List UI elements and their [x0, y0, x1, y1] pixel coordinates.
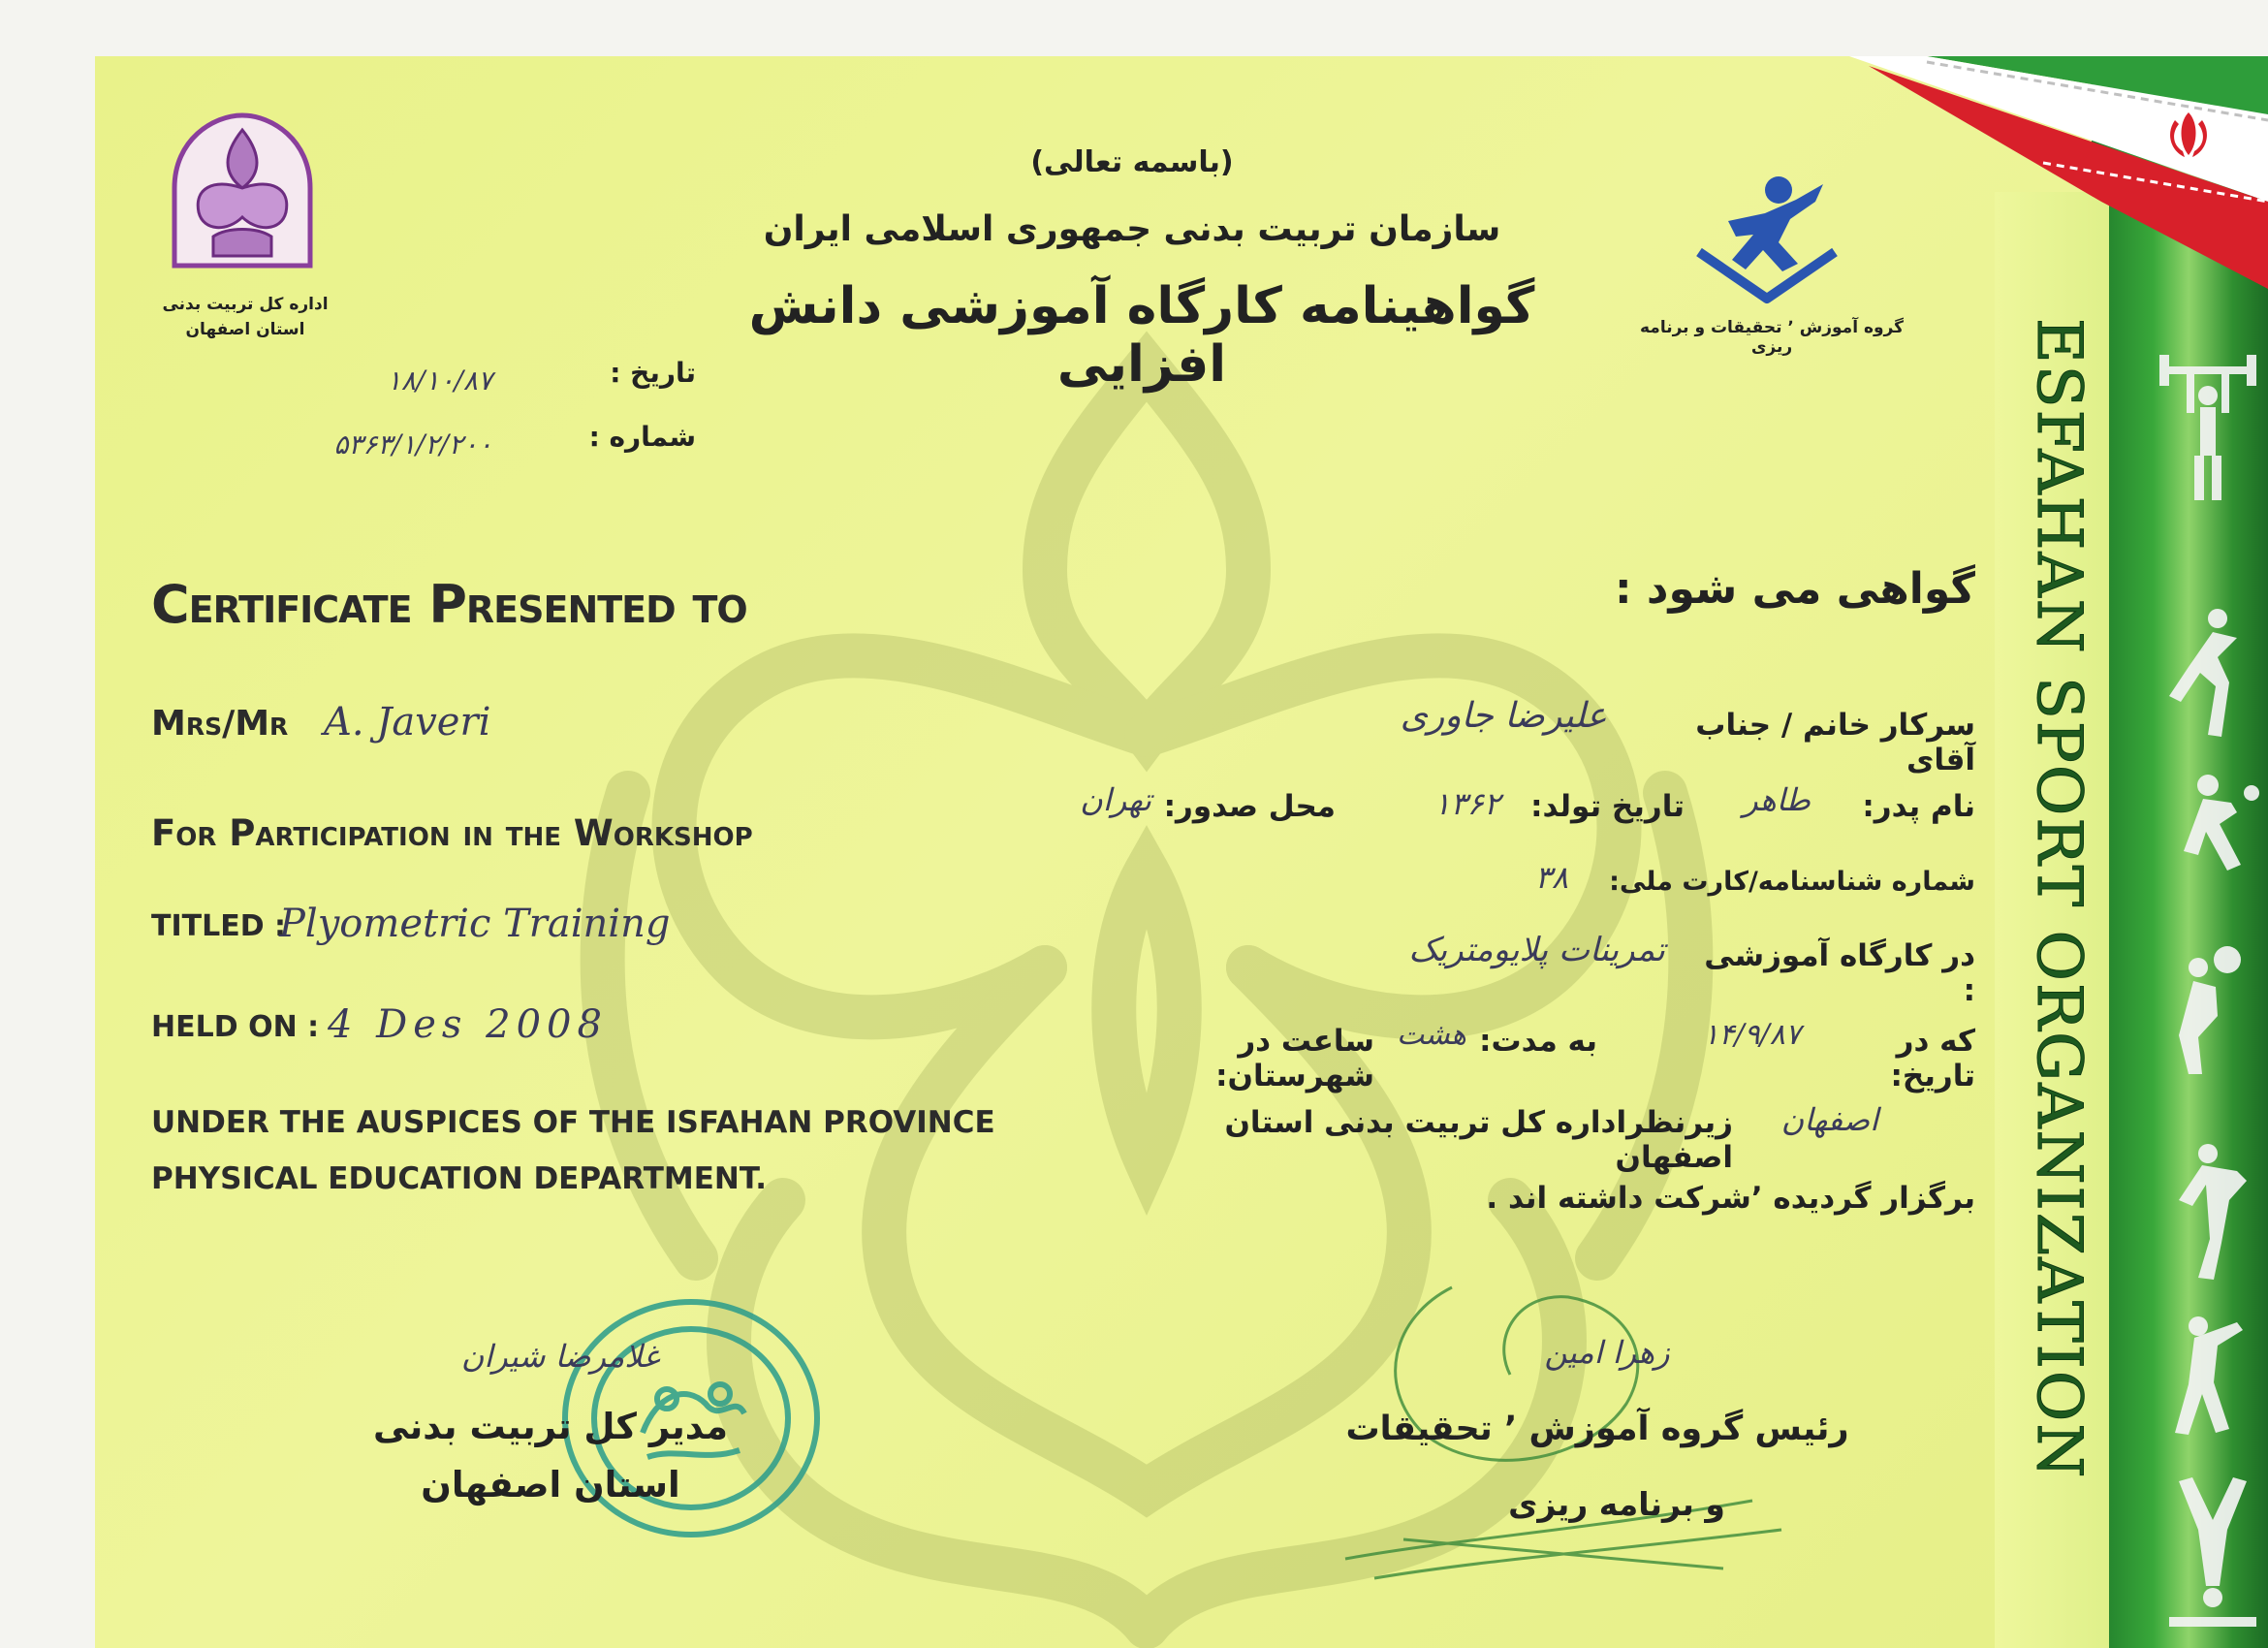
english-held-label: HELD ON : — [151, 1010, 320, 1044]
persian-date-label: که در تاریخ: — [1890, 1024, 1975, 1093]
persian-issue-label: محل صدور: — [1163, 789, 1336, 824]
basketball-icon — [2179, 946, 2241, 1074]
number-label: شماره : — [588, 421, 696, 453]
persian-closing: برگزار گردیده ٬شرکت داشته اند . — [1486, 1181, 1975, 1216]
persian-issue-value: تهران — [1080, 781, 1151, 818]
persian-father-label: نام پدر: — [1862, 789, 1975, 824]
certificate-card — [95, 56, 2268, 1648]
persian-father-value: طاهر — [1743, 781, 1811, 818]
persian-duration-value: هشت — [1396, 1018, 1466, 1052]
persian-workshop-label: در کارگاه آموزشی : — [1704, 938, 1975, 1008]
persian-workshop-value: تمرینات پلایومتریک — [1408, 931, 1665, 969]
english-heading: Certificate Presented to — [151, 574, 747, 635]
left-signatory-title-line2: استان اصفهان — [421, 1464, 680, 1505]
right-signature-name: زهرا امین — [1544, 1334, 1670, 1371]
right-signatory-title-line1: رئیس گروه آموزش ٬ تحقیقات — [1345, 1410, 1849, 1448]
volleyball-icon — [2175, 1316, 2243, 1435]
organization-name: سازمان تربیت بدنی جمهوری اسلامی ایران — [763, 209, 1501, 249]
persian-birth-label: تاریخ تولد: — [1530, 789, 1685, 824]
side-band-title-wrapper — [2012, 318, 2109, 1648]
date-value: ۱۸/۱۰/۸۷ — [386, 364, 492, 396]
english-titled-label: TITLED : — [151, 909, 287, 943]
weightlifter-icon — [2159, 355, 2256, 500]
english-titled-value: Plyometric Training — [279, 902, 671, 946]
athletes-strip — [2150, 347, 2268, 1648]
english-name-value: A. Javeri — [324, 700, 491, 745]
side-band-title: ESFAHAN SPORT ORGANIZATION — [2023, 318, 2095, 1480]
persian-certify: گواهی می شود : — [1614, 564, 1975, 614]
english-auspices-line1: UNDER THE AUSPICES OF THE ISFAHAN PROVINCE — [151, 1105, 995, 1140]
research-group-caption: گروه آموزش ٬ تحقیقات و برنامه ریزی — [1639, 318, 1905, 357]
iran-flag-icon — [1811, 56, 2268, 289]
gymnast-icon — [2179, 1144, 2247, 1280]
persian-date-value: ۱۴/۹/۸۷ — [1703, 1018, 1801, 1052]
persian-id-label: شماره شناسنامه/کارت ملی: — [1609, 867, 1975, 897]
left-signature-name: غلامرضا شیران — [460, 1338, 660, 1375]
number-value: ۵۳۶۳/۱/۲/۲۰۰ — [333, 428, 492, 460]
handstand-icon — [2169, 1477, 2256, 1627]
persian-supervision: زیرنظراداره کل تربیت بدنی استان اصفهان — [1224, 1105, 1733, 1175]
runner-icon — [2169, 609, 2237, 737]
certificate-title: گواهینامه کارگاه آموزشی دانش افزایی — [748, 277, 1535, 394]
persian-hours-label: ساعت در شهرستان: — [1215, 1024, 1374, 1093]
persian-id-value: ۳۸ — [1534, 859, 1568, 896]
persian-city-value: اصفهان — [1780, 1101, 1878, 1138]
english-name-label: Mrs/Mr — [151, 704, 289, 744]
emblem-caption-line1: اداره کل تربیت بدنی — [162, 295, 329, 314]
date-label: تاریخ : — [610, 357, 696, 389]
emblem-caption-line2: استان اصفهان — [185, 320, 305, 339]
persian-name-label: سرکار خانم / جناب آقای — [1695, 708, 1975, 777]
persian-duration-label: به مدت: — [1479, 1024, 1597, 1059]
english-auspices-line2: PHYSICAL EDUCATION DEPARTMENT. — [151, 1161, 768, 1196]
right-signatory-title-line2: و برنامه ریزی — [1508, 1485, 1725, 1523]
english-participation: For Participation in the Workshop — [151, 812, 753, 854]
persian-birth-value: ۱۳۶۲ — [1433, 785, 1500, 822]
english-held-value: 4 Des 2008 — [328, 1002, 608, 1047]
isfahan-pe-emblem-icon — [155, 111, 330, 275]
left-signatory-title-line1: مدیر کل تربیت بدنی — [372, 1406, 729, 1447]
invocation-text: (باسمه تعالی) — [1030, 145, 1234, 179]
persian-name-value: علیرضا جاوری — [1400, 696, 1607, 736]
table-tennis-icon — [2184, 775, 2259, 871]
